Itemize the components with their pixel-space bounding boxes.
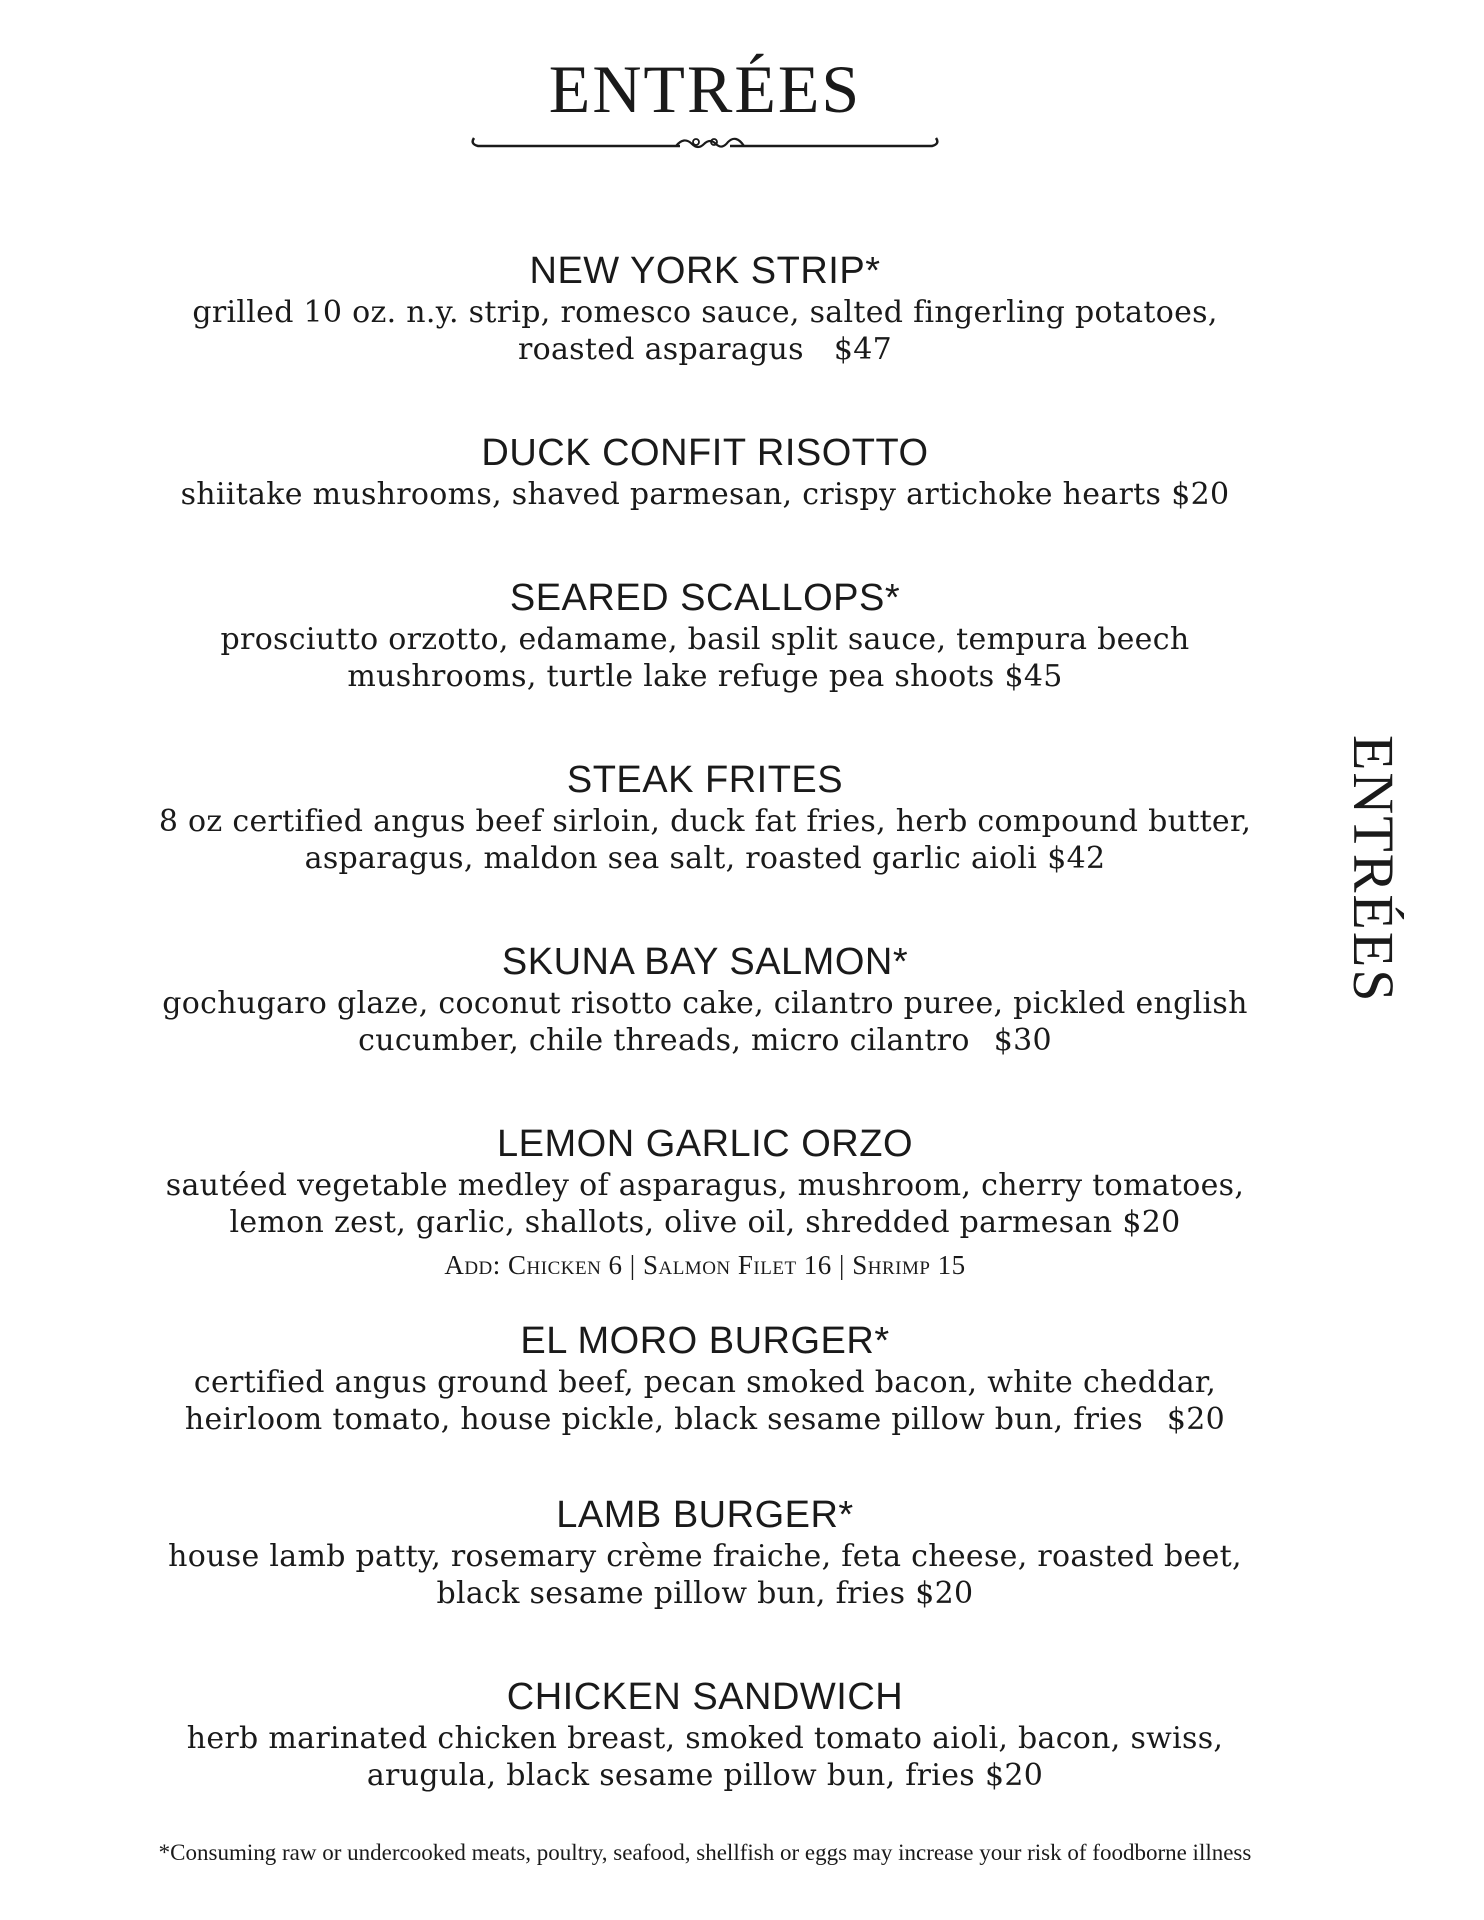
menu-item-skuna-bay-salmon: [100, 939, 1310, 1059]
item-description: certified angus ground beef, pecan smoked bacon, white cheddar,: [193, 1365, 1217, 1400]
item-name: SEARED SCALLOPS*: [509, 577, 901, 619]
item-description: sautéed vegetable medley of asparagus, mushroom, cherry tomatoes,: [165, 1168, 1245, 1203]
menu-item-new-york-strip: [100, 248, 1310, 368]
item-price: $20: [1171, 477, 1230, 512]
item-price: $20: [1122, 1205, 1181, 1240]
item-description: lemon zest, garlic, shallots, olive oil, shredded parmesan $20: [229, 1205, 1181, 1240]
item-name: CHICKEN SANDWICH: [506, 1676, 904, 1718]
item-description: black sesame pillow bun, fries $20: [436, 1576, 974, 1611]
item-price: $45: [1004, 659, 1063, 694]
menu-item-lamb-burger: [100, 1492, 1310, 1612]
item-price: $20: [1166, 1402, 1226, 1437]
item-description: roasted asparagus $47: [517, 332, 893, 367]
item-price: $42: [1047, 841, 1106, 876]
menu-item-chicken-sandwich: [100, 1674, 1310, 1794]
item-description: asparagus, maldon sea salt, roasted garlic aioli $42: [304, 841, 1106, 876]
item-description: cucumber, chile threads, micro cilantro $30: [358, 1023, 1052, 1058]
item-name: EL MORO BURGER*: [520, 1320, 890, 1362]
item-description: prosciutto orzotto, edamame, basil split sauce, tempura beech: [220, 622, 1190, 657]
page-title: ENTRÉES: [548, 51, 862, 127]
item-description: house lamb patty, rosemary crème fraiche, feta cheese, roasted beet,: [168, 1539, 1242, 1574]
item-description: 8 oz certified angus beef sirloin, duck fat fries, herb compound butter,: [158, 804, 1252, 839]
item-price: $47: [833, 332, 893, 367]
item-description: heirloom tomato, house pickle, black sesame pillow bun, fries $20: [184, 1402, 1226, 1437]
item-description: mushrooms, turtle lake refuge pea shoots $45: [347, 659, 1063, 694]
ornamental-divider: [470, 128, 940, 152]
item-description: herb marinated chicken breast, smoked tomato aioli, bacon, swiss,: [186, 1721, 1224, 1756]
item-price: $20: [984, 1758, 1044, 1793]
menu-item-seared-scallops: [100, 575, 1310, 695]
item-price: $20: [915, 1576, 974, 1611]
item-description: arugula, black sesame pillow bun, fries $20: [366, 1758, 1044, 1793]
item-description: gochugaro glaze, coconut risotto cake, cilantro puree, pickled english: [162, 986, 1248, 1021]
item-name: SKUNA BAY SALMON*: [501, 941, 909, 983]
item-name: DUCK CONFIT RISOTTO: [481, 432, 929, 474]
side-title: ENTRÉES: [1341, 735, 1406, 1004]
add-on-options: Add: Chicken 6 | Salmon Filet 16 | Shrimp 15: [444, 1250, 966, 1280]
item-description: grilled 10 oz. n.y. strip, romesco sauce, salted fingerling potatoes,: [192, 295, 1218, 330]
menu-item-duck-confit-risotto: [100, 430, 1310, 513]
menu-item-lemon-garlic-orzo: [100, 1121, 1310, 1283]
menu-item-steak-frites: [100, 757, 1310, 877]
footnote: *Consuming raw or undercooked meats, poultry, seafood, shellfish or eggs may increase your risk of foodborne illness: [158, 1840, 1252, 1865]
item-name: STEAK FRITES: [566, 759, 844, 801]
item-name: LAMB BURGER*: [556, 1494, 854, 1536]
menu-item-el-moro-burger: [100, 1318, 1310, 1438]
item-name: NEW YORK STRIP*: [529, 250, 881, 292]
item-description: shiitake mushrooms, shaved parmesan, crispy artichoke hearts $20: [180, 477, 1230, 512]
menu-list: [100, 248, 1310, 1794]
item-name: LEMON GARLIC ORZO: [497, 1123, 913, 1165]
item-price: $30: [993, 1023, 1052, 1058]
